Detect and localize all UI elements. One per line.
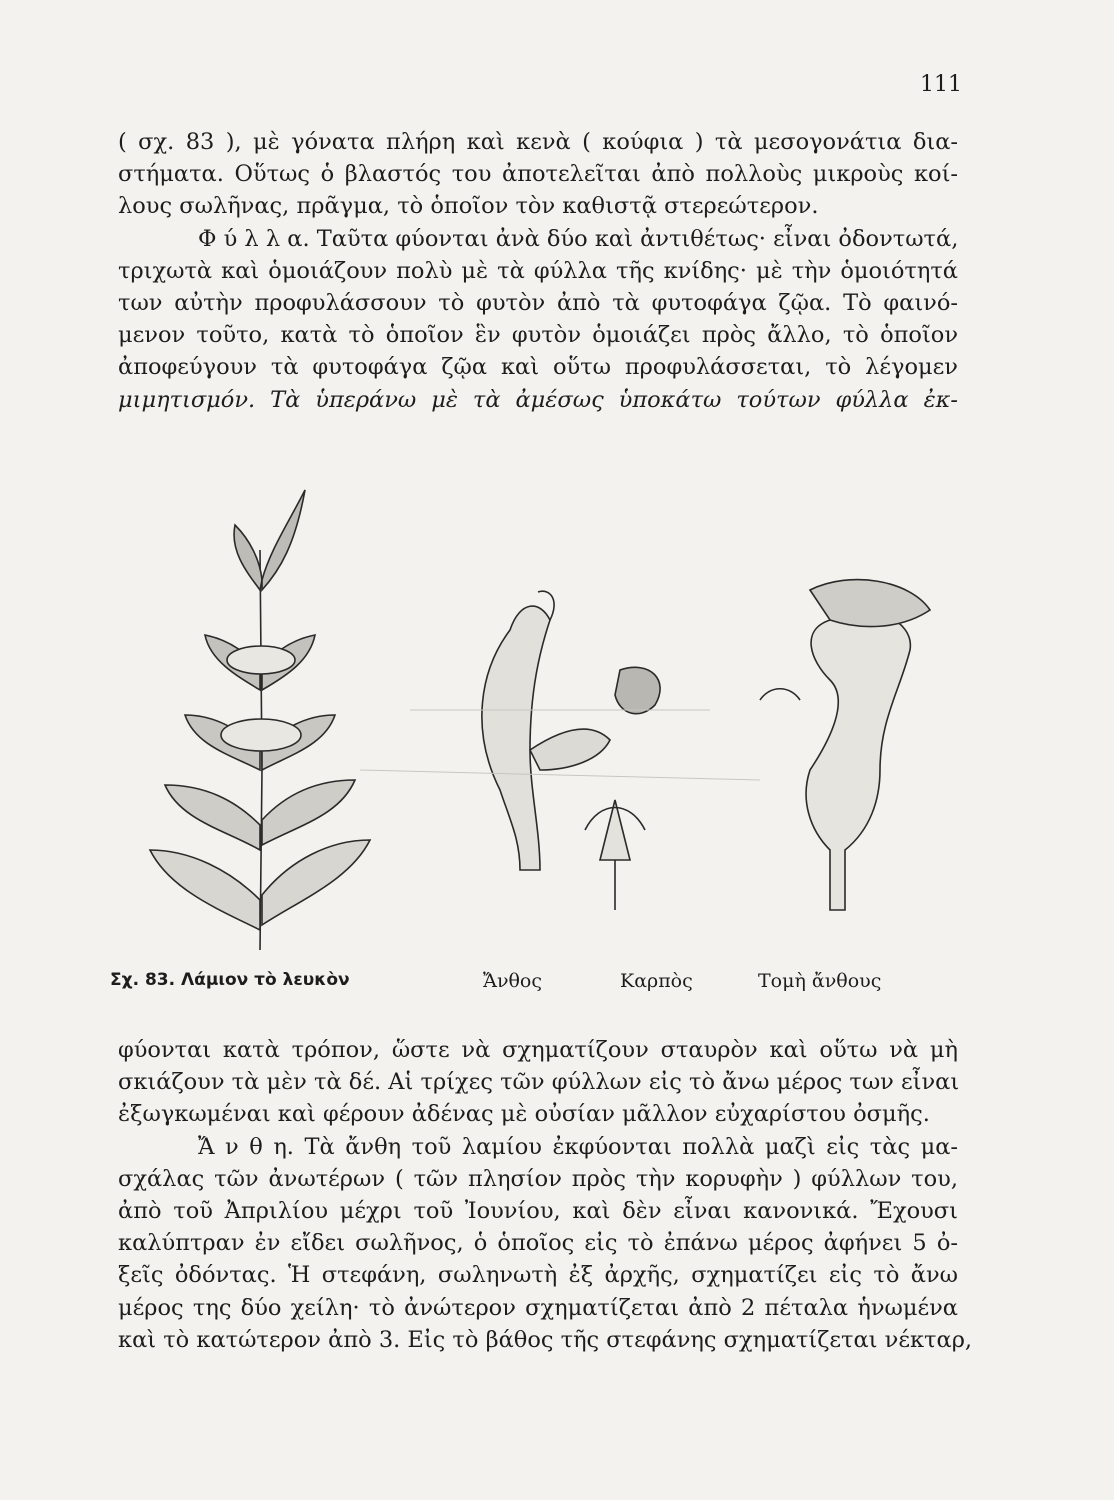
fruit-drawing xyxy=(585,800,645,910)
text-line: ( σχ. 83 ), μὲ γόνατα πλήρη καὶ κενὰ ( κούφια ) τὰ μεσογονάτια δια- xyxy=(118,129,958,155)
text-line: ἐξωγκωμέναι καὶ φέρουν ἀδένας μὲ οὐσίαν μᾶλλον εὐχαρίστου ὀσμῆς. xyxy=(118,1101,930,1128)
lamium-plant-drawing xyxy=(110,470,970,960)
text-line: σχάλας τῶν ἀνωτέρων ( τῶν πλησίον πρὸς τὴν κορυφὴν ) φύλλων του, xyxy=(118,1165,958,1192)
text-line: Φ ύ λ λ α. Ταῦτα φύονται ἀνὰ δύο καὶ ἀντιθέτως· εἶναι ὀδοντωτά, xyxy=(198,225,959,252)
text-line: καλύπτραν ἐν εἴδει σωλῆνος, ὁ ὁποῖος εἰς τὸ ἐπάνω μέρος ἀφήνει 5 ὀ- xyxy=(118,1230,958,1257)
flower-label: Ἄνθος xyxy=(483,970,543,992)
flower-drawing xyxy=(482,591,660,870)
text-line: φύονται κατὰ τρόπον, ὥστε νὰ σχηματίζουν σταυρὸν καὶ οὕτω νὰ μὴ xyxy=(118,1037,958,1063)
figure-caption: Σχ. 83. Λάμιον τὸ λευκὸν xyxy=(110,970,350,990)
text-line: των αὐτὴν προφυλάσσουν τὸ φυτὸν ἀπὸ τὰ φυτοφάγα ζῷα. Τὸ φαινό- xyxy=(118,290,958,317)
text-line: σκιάζουν τὰ μὲν τὰ δέ. Αἱ τρίχες τῶν φύλλων εἰς τὸ ἄνω μέρος των εἶναι xyxy=(118,1069,960,1096)
text-line: τριχωτὰ καὶ ὁμοιάζουν πολὺ μὲ τὰ φύλλα τῆς κνίδης· μὲ τὴν ὁμοιότητά xyxy=(118,257,958,284)
figure-illustration xyxy=(110,470,970,960)
text-line: ἀπὸ τοῦ Ἀπριλίου μέχρι τοῦ Ἰουνίου, καὶ δὲν εἶναι κανονικά. Ἔχουσι xyxy=(118,1198,958,1225)
flower-section-label: Τομὴ ἄνθους xyxy=(758,970,882,992)
text-line: στήματα. Οὕτως ὁ βλαστός του ἀποτελεῖται ἀπὸ πολλοὺς μικροὺς κοί- xyxy=(118,161,958,188)
text-line: ξεῖς ὀδόντας. Ἡ στεφάνη, σωληνωτὴ ἐξ ἀρχῆς, σχηματίζει εἰς τὸ ἄνω xyxy=(118,1262,958,1289)
text-line: μέρος της δύο χείλη· τὸ ἀνώτερον σχηματίζεται ἀπὸ 2 πέταλα ἡνωμένα xyxy=(118,1294,958,1321)
text-line: Ἄ ν θ η. Τὰ ἄνθη τοῦ λαμίου ἐκφύονται πολλὰ μαζὶ εἰς τὰς μα- xyxy=(198,1133,958,1160)
text-line: λους σωλῆνας, πρᾶγμα, τὸ ὁποῖον τὸν καθιστᾷ στερεώτερον. xyxy=(118,193,819,220)
text-line: μενον τοῦτο, κατὰ τὸ ὁποῖον ἓν φυτὸν ὁμοιάζει πρὸς ἄλλο, τὸ ὁποῖον xyxy=(118,322,958,349)
flower-section-drawing xyxy=(760,580,930,910)
bottom-paragraph xyxy=(118,1034,973,1356)
text-line: μιμητισμόν. Τὰ ὑπεράνω μὲ τὰ ἀμέσως ὑποκάτω τούτων φύλλα ἐκ- xyxy=(118,386,958,413)
page-number: 111 xyxy=(920,72,962,97)
figure-caption-row xyxy=(110,970,970,1000)
top-paragraph xyxy=(118,126,958,416)
fruit-label: Καρπὸς xyxy=(620,970,693,992)
text-line: καὶ τὸ κατώτερον ἀπὸ 3. Εἰς τὸ βάθος τῆς στεφάνης σχηματίζεται νέκταρ, xyxy=(118,1326,973,1353)
text-line: ἀποφεύγουν τὰ φυτοφάγα ζῷα καὶ οὕτω προφυλάσσεται, τὸ λέγομεν xyxy=(118,354,958,381)
